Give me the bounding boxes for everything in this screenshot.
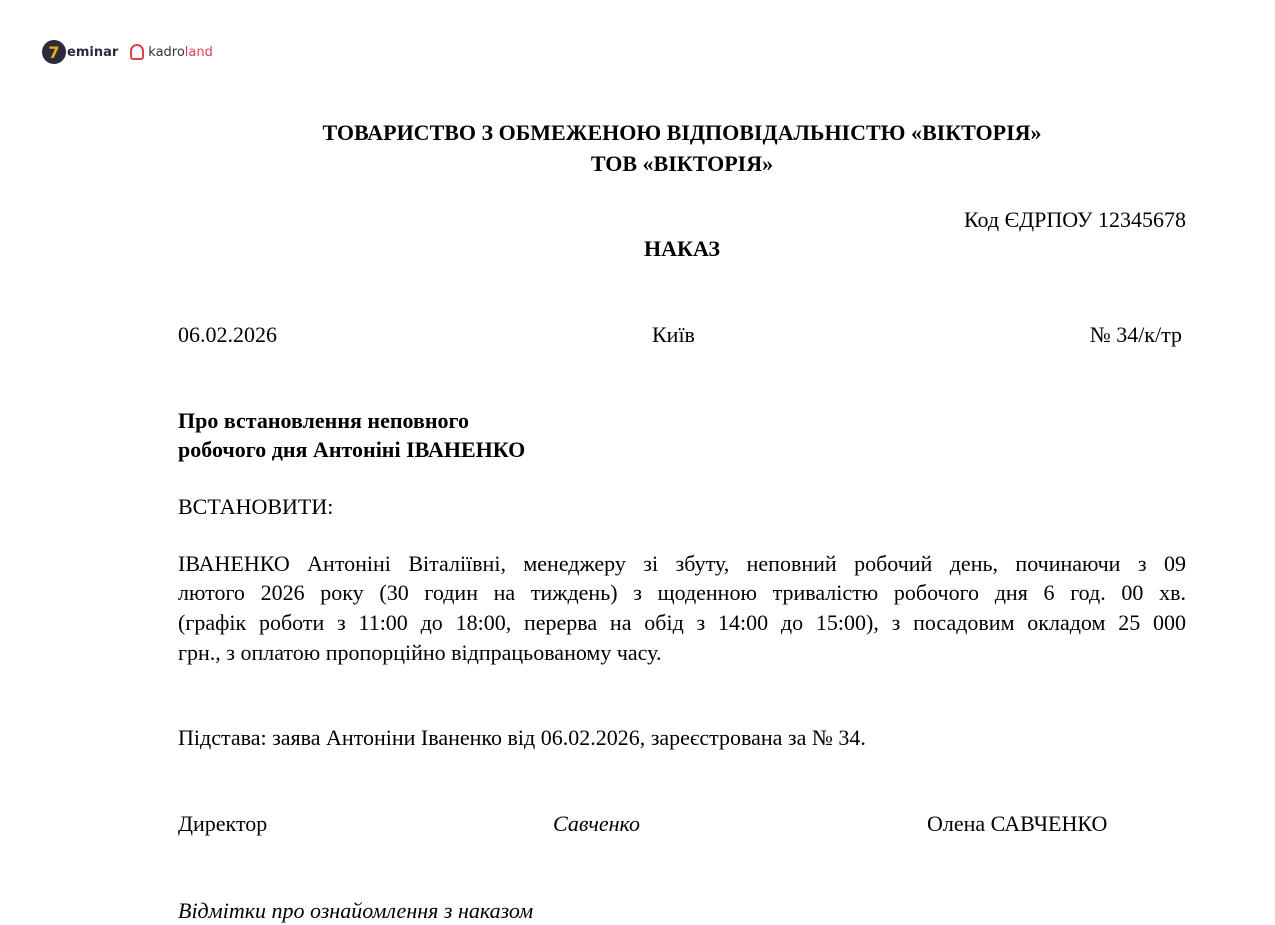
kadroland-logo bbox=[130, 44, 213, 60]
order-date: 06.02.2026 bbox=[178, 322, 277, 347]
kadroland-text-b: land bbox=[184, 44, 213, 60]
signatory-position: Директор bbox=[178, 811, 268, 836]
basis: Підстава: заява Антоніни Іваненко від 06.02.2026, зареєстрована за № 34. bbox=[178, 725, 866, 750]
seminar-text: eminar bbox=[67, 44, 119, 60]
order-number: № 34/к/тр bbox=[1089, 322, 1182, 347]
acknowledgement-note: Відмітки про ознайомлення з наказом bbox=[178, 898, 534, 923]
kadroland-text-a: kadro bbox=[148, 44, 185, 60]
body-line: лютого 2026 року (30 годин на тиждень) з щоденною тривалістю робочого дня 6 год. 00 хв. bbox=[178, 580, 1186, 605]
subject-line-2: робочого дня Антоніні ІВАНЕНКО bbox=[178, 437, 526, 462]
body-line: ІВАНЕНКО Антоніні Віталіївні, менеджеру зі збуту, неповний робочий день, починаючи з 09 bbox=[178, 551, 1186, 576]
order-city: Київ bbox=[652, 322, 695, 347]
seminar-logo bbox=[42, 40, 118, 64]
body-line: грн., з оплатою пропорційно відпрацьованому часу. bbox=[178, 640, 662, 665]
body-line: (графік роботи з 11:00 до 18:00, перерва на обід з 14:00 до 15:00), з посадовим окладом 25 000 bbox=[178, 610, 1186, 635]
seminar-mark: 7 bbox=[42, 40, 66, 64]
order-word: ВСТАНОВИТИ: bbox=[178, 494, 334, 519]
house-icon bbox=[130, 44, 144, 60]
signature: Савченко bbox=[553, 811, 641, 836]
logos bbox=[42, 40, 213, 64]
subject-line-1: Про встановлення неповного bbox=[178, 408, 469, 433]
document-title: НАКАЗ bbox=[644, 236, 720, 261]
company-full-name: ТОВАРИСТВО З ОБМЕЖЕНОЮ ВІДПОВІДАЛЬНІСТЮ «ВІКТОРІЯ» bbox=[322, 120, 1042, 145]
company-short-name: ТОВ «ВІКТОРІЯ» bbox=[590, 151, 774, 176]
signatory-name: Олена САВЧЕНКО bbox=[927, 811, 1108, 836]
edrpou-code: Код ЄДРПОУ 12345678 bbox=[963, 207, 1186, 232]
